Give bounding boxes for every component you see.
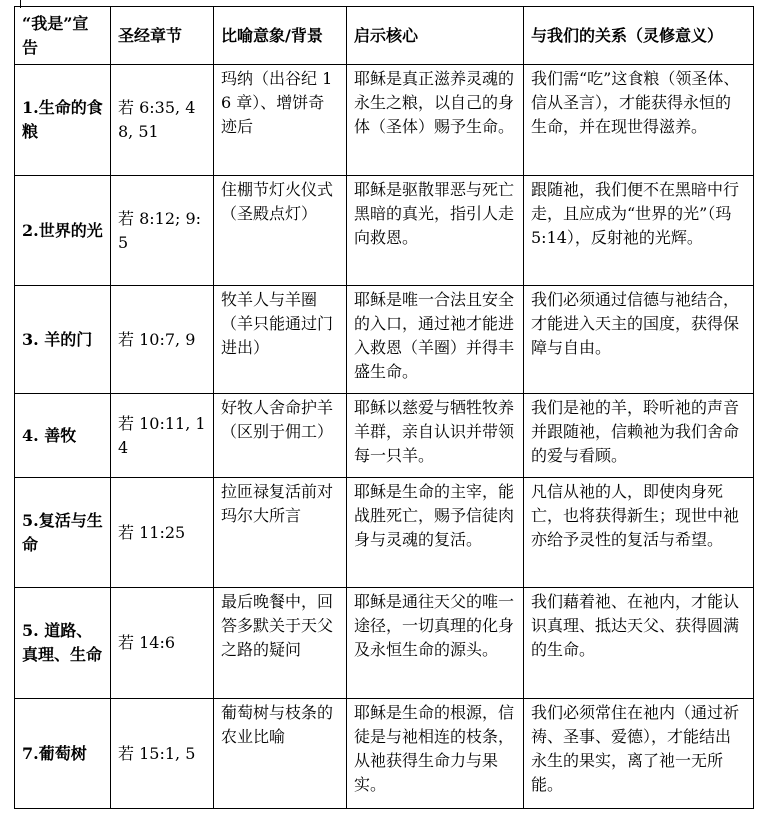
meaning-cell: 跟随祂，我们便不在黑暗中行走，且应成为“世界的光”（玛 5:14），反射祂的光辉。 <box>524 176 754 286</box>
table-row <box>15 588 754 699</box>
revelation-cell: 耶稣以慈爱与牺牲牧养羊群，亲自认识并带领每一只羊。 <box>347 394 524 478</box>
claim-cell: 1.生命的食粮 <box>15 65 111 176</box>
revelation-cell: 耶稣是唯一合法且安全的入口，通过祂才能进入救恩（羊圈）并得丰盛生命。 <box>347 286 524 394</box>
revelation-cell: 耶稣是驱散罪恶与死亡黑暗的真光，指引人走向救恩。 <box>347 176 524 286</box>
reference-cell: 若 8:12; 9:5 <box>111 176 214 286</box>
meaning-cell: 我们是祂的羊，聆听祂的声音并跟随祂，信赖祂为我们舍命的爱与看顾。 <box>524 394 754 478</box>
table-header-row <box>15 7 754 65</box>
imagery-cell: 玛纳（出谷纪 16 章）、增饼奇迹后 <box>214 65 347 176</box>
imagery-cell: 拉匝禄复活前对玛尔大所言 <box>214 478 347 588</box>
claim-cell: 5. 道路、真理、生命 <box>15 588 111 699</box>
imagery-cell: 住棚节灯火仪式（圣殿点灯） <box>214 176 347 286</box>
reference-cell: 若 14:6 <box>111 588 214 699</box>
revelation-cell: 耶稣是生命的主宰，能战胜死亡，赐予信徒肉身与灵魂的复活。 <box>347 478 524 588</box>
revelation-cell: 耶稣是真正滋养灵魂的永生之粮，以自己的身体（圣体）赐予生命。 <box>347 65 524 176</box>
header-imagery: 比喻意象/背景 <box>214 7 347 65</box>
table-row <box>15 286 754 394</box>
header-reference: 圣经章节 <box>111 7 214 65</box>
table-row <box>15 394 754 478</box>
table-row <box>15 65 754 176</box>
claim-cell: 5.复活与生命 <box>15 478 111 588</box>
reference-cell: 若 10:7, 9 <box>111 286 214 394</box>
header-claim: “我是”宣告 <box>15 7 111 65</box>
meaning-cell: 我们藉着祂、在祂内，才能认识真理、抵达天父、获得圆满的生命。 <box>524 588 754 699</box>
imagery-cell: 葡萄树与枝条的农业比喻 <box>214 699 347 809</box>
meaning-cell: 我们必须通过信德与祂结合，才能进入天主的国度，获得保障与自由。 <box>524 286 754 394</box>
table-row <box>15 699 754 809</box>
claim-cell: 3. 羊的门 <box>15 286 111 394</box>
reference-cell: 若 6:35, 48, 51 <box>111 65 214 176</box>
reference-cell: 若 15:1, 5 <box>111 699 214 809</box>
imagery-cell: 牧羊人与羊圈（羊只能通过门进出） <box>214 286 347 394</box>
meaning-cell: 我们需“吃”这食粮（领圣体、信从圣言），才能获得永恒的生命，并在现世得滋养。 <box>524 65 754 176</box>
claim-cell: 2.世界的光 <box>15 176 111 286</box>
meaning-cell: 凡信从祂的人，即使肉身死亡，也将获得新生；现世中祂亦给予灵性的复活与希望。 <box>524 478 754 588</box>
imagery-cell: 好牧人舍命护羊（区别于佣工） <box>214 394 347 478</box>
imagery-cell: 最后晚餐中，回答多默关于天父之路的疑问 <box>214 588 347 699</box>
i-am-sayings-table <box>14 6 754 809</box>
meaning-cell: 我们必须常住在祂内（通过祈祷、圣事、爱德），才能结出永生的果实，离了祂一无所能。 <box>524 699 754 809</box>
reference-cell: 若 10:11, 14 <box>111 394 214 478</box>
table-row <box>15 478 754 588</box>
table-row <box>15 176 754 286</box>
claim-cell: 7.葡萄树 <box>15 699 111 809</box>
claim-cell: 4. 善牧 <box>15 394 111 478</box>
header-revelation-core: 启示核心 <box>347 7 524 65</box>
revelation-cell: 耶稣是通往天父的唯一途径，一切真理的化身及永恒生命的源头。 <box>347 588 524 699</box>
header-spiritual-meaning: 与我们的关系（灵修意义） <box>524 7 754 65</box>
reference-cell: 若 11:25 <box>111 478 214 588</box>
revelation-cell: 耶稣是生命的根源，信徒是与祂相连的枝条，从祂获得生命力与果实。 <box>347 699 524 809</box>
